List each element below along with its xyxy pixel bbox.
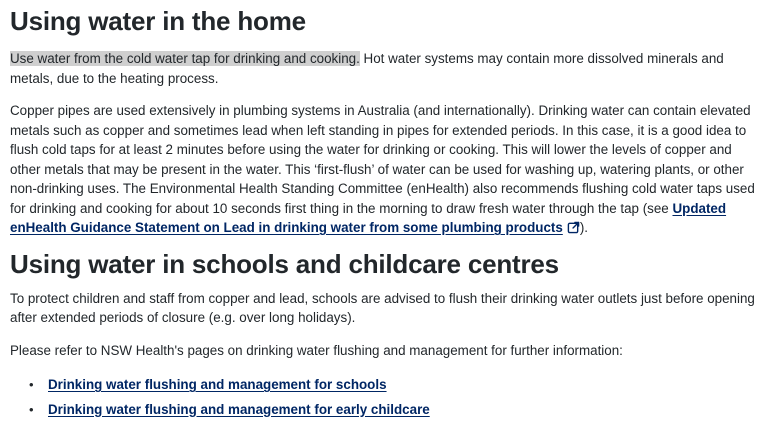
external-link-icon — [567, 221, 580, 234]
bullet-icon: • — [29, 377, 34, 392]
paragraph-protect-children: To protect children and staff from copper and lead, schools are advised to flush their drinking water outlets just before opening after extended periods of closure (e.g. over long holidays). — [10, 290, 755, 325]
paragraph-text: Hot water systems may contain more dissolved minerals and metals, due to the heating process. — [10, 51, 724, 86]
link-label: Updated enHealth Guidance Statement on Lead in drinking water from some plumbing products — [10, 200, 727, 235]
bullet-icon: • — [29, 401, 34, 417]
list-item — [10, 400, 763, 420]
heading-using-water-in-home: Using water in the home — [10, 6, 306, 36]
paragraph-cold-water-tap — [10, 49, 763, 88]
further-info-list — [10, 375, 763, 419]
paragraph-copper-pipes — [10, 101, 763, 238]
paragraph-refer-nsw-health: Please refer to NSW Health's pages on drinking water flushing and management for further information: — [10, 342, 623, 358]
paragraph-text: ). — [579, 220, 588, 235]
paragraph-text: Copper pipes are used extensively in plumbing systems in Australia (and internationally). Drinking water can contain elevated metals such as copper and sometimes lead when left standing in pipes for extended periods. In this case, it is a good idea to flush cold taps for at least 2 minutes before using the water for drinking or cooking. This will lower the levels of copper and other metals that may be present in the water. This ‘first-flush’ of water can be used for washing up, watering plants, or other non-drinking uses. The Environmental Health Standing Committee (enHealth) also recommends flushing cold water taps used for drinking and cooking for about 10 seconds first thing in the morning to draw fresh water through the tap (see — [10, 103, 755, 216]
heading-using-water-in-schools: Using water in schools and childcare centres — [10, 248, 559, 279]
highlighted-text: Use water from the cold water tap for drinking and cooking. — [10, 51, 360, 66]
list-item — [10, 375, 763, 395]
schools-flushing-link[interactable]: Drinking water flushing and management for schools — [48, 377, 387, 392]
early-childcare-flushing-link[interactable]: Drinking water flushing and management for early childcare — [48, 401, 430, 417]
